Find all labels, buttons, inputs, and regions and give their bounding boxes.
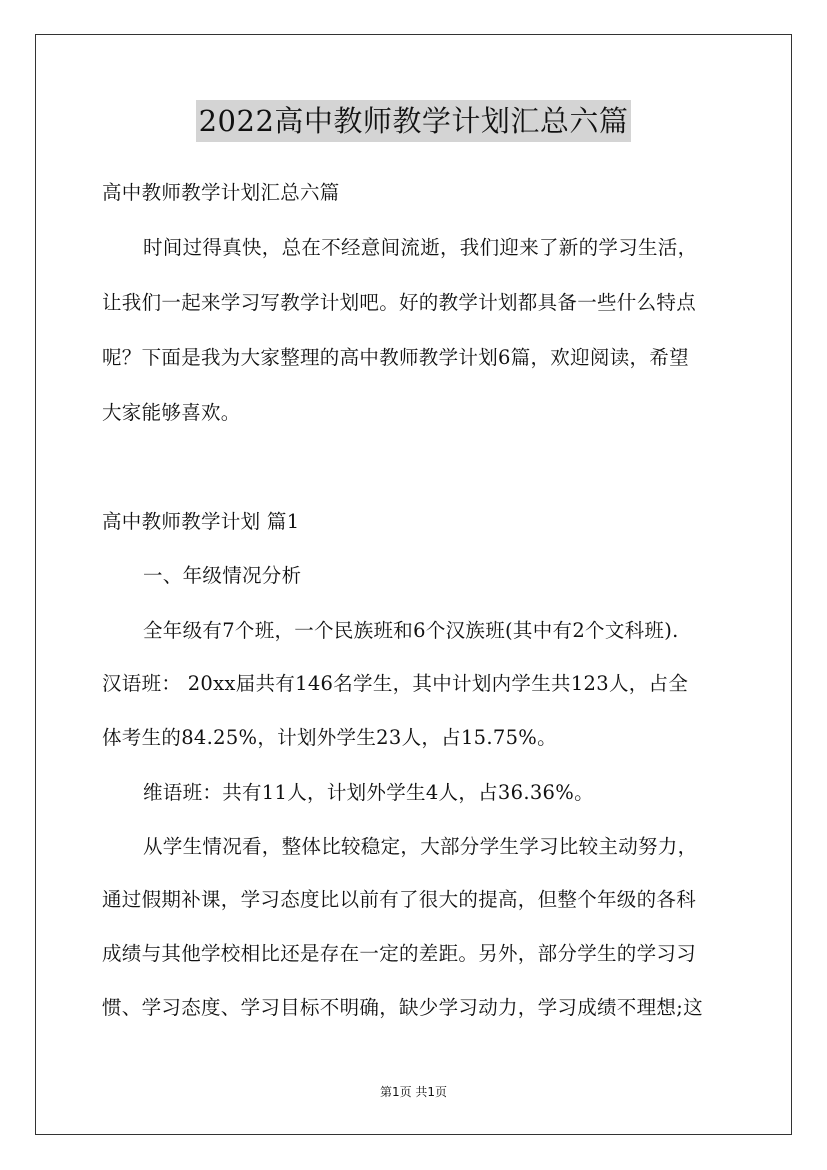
paragraph-line: 通过假期补课，学习态度比以前有了很大的提高，但整个年级的各科 bbox=[102, 888, 697, 911]
paragraph-line: 维语班：共有11人，计划外学生4人，占36.36%。 bbox=[143, 781, 594, 804]
subtitle-line: 高中教师教学计划汇总六篇 bbox=[102, 181, 340, 204]
paragraph-line: 惯、学习态度、学习目标不明确，缺少学习动力，学习成绩不理想;这 bbox=[102, 996, 703, 1019]
paragraph-line: 成绩与其他学校相比还是存在一定的差距。另外，部分学生的学习习 bbox=[102, 942, 697, 965]
paragraph-line: 让我们一起来学习写教学计划吧。好的教学计划都具备一些什么特点 bbox=[102, 291, 697, 314]
document-title: 2022高中教师教学计划汇总六篇 bbox=[196, 100, 632, 142]
title-container bbox=[0, 100, 827, 142]
paragraph-line: 体考生的84.25%，计划外学生23人，占15.75%。 bbox=[102, 726, 557, 749]
paragraph-line: 汉语班： 20xx届共有146名学生，其中计划内学生共123人，占全 bbox=[102, 672, 689, 695]
section-heading: 高中教师教学计划 篇1 bbox=[102, 510, 300, 533]
paragraph-line: 大家能够喜欢。 bbox=[102, 401, 241, 424]
paragraph-line: 时间过得真快，总在不经意间流逝，我们迎来了新的学习生活， bbox=[143, 236, 698, 259]
subsection-heading: 一、年级情况分析 bbox=[143, 564, 302, 587]
paragraph-line: 全年级有7个班，一个民族班和6个汉族班(其中有2个文科班). bbox=[143, 619, 679, 642]
paragraph-line: 呢？下面是我为大家整理的高中教师教学计划6篇，欢迎阅读，希望 bbox=[102, 346, 689, 369]
paragraph-line: 从学生情况看，整体比较稳定，大部分学生学习比较主动努力， bbox=[143, 835, 698, 858]
page-footer: 第1页 共1页 bbox=[379, 1085, 448, 1099]
